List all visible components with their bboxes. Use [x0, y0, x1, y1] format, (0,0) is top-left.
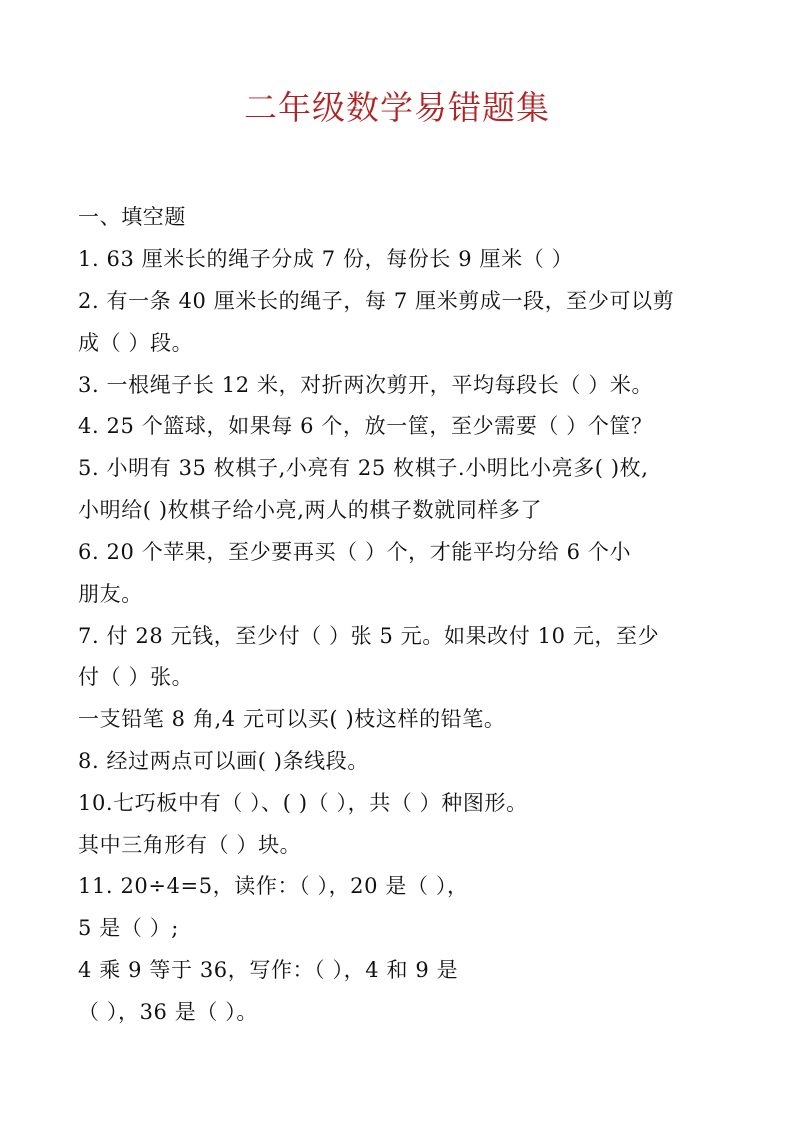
- question-line: 4 乘 9 等于 36，写作：（ ），4 和 9 是: [78, 958, 459, 982]
- question-line: 2. 有一条 40 厘米长的绳子，每 7 厘米剪成一段，至少可以剪: [78, 289, 675, 313]
- question-line: 7. 付 28 元钱，至少付（ ）张 5 元。如果改付 10 元，至少: [78, 624, 660, 648]
- question-line: 付（ ）张。: [78, 665, 194, 689]
- question-line: 11. 20÷4=5，读作：（ ），20 是（ ），: [78, 874, 469, 898]
- question-line: 3. 一根绳子长 12 米，对折两次剪开，平均每段长（ ）米。: [78, 373, 654, 397]
- question-line: 8. 经过两点可以画( )条线段。: [78, 749, 369, 773]
- question-line: 10.七巧板中有（ ）、( )（ ），共（ ）种图形。: [78, 791, 528, 815]
- question-line: 6. 20 个苹果，至少要再买（ ）个，才能平均分给 6 个小: [78, 540, 632, 564]
- question-line: 一支铅笔 8 角,4 元可以买( )枝这样的铅笔。: [78, 707, 506, 731]
- question-line: （ ），36 是（ ）。: [78, 1000, 258, 1024]
- question-line: 朋友。: [78, 582, 143, 606]
- question-line: 1. 63 厘米长的绳子分成 7 份，每份长 9 厘米（ ）: [78, 247, 574, 271]
- question-line: 4. 25 个篮球，如果每 6 个，放一筐，至少需要（ ）个筐？: [78, 414, 653, 438]
- question-line: 其中三角形有（ ）块。: [78, 833, 302, 857]
- question-line: 小明给( )枚棋子给小亮,两人的棋子数就同样多了: [78, 498, 543, 522]
- question-line: 5. 小明有 35 枚棋子,小亮有 25 枚棋子.小明比小亮多( )枚,: [78, 456, 649, 480]
- question-line: 成（ ）段。: [78, 331, 194, 355]
- question-line: 5 是（ ）;: [78, 916, 179, 940]
- page-title: 二年级数学易错题集: [244, 88, 550, 127]
- section-heading: 一、填空题: [78, 205, 186, 229]
